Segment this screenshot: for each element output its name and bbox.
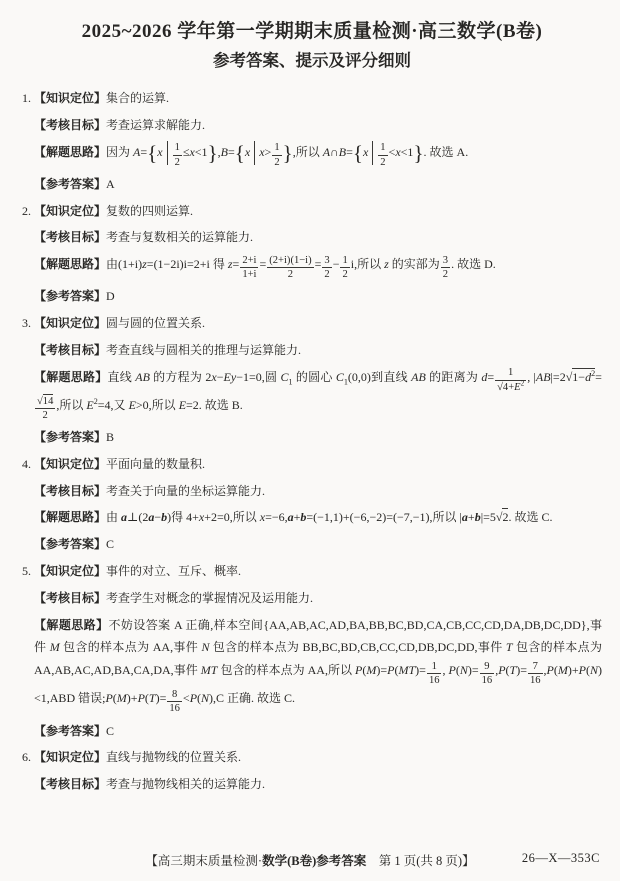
- section-text: C: [106, 537, 115, 552]
- question-3-reference-answer: [34, 426, 602, 449]
- section-text: 直线 AB 的方程为 2x−Ey−1=0,圆 $C_1$ 的圆心 $C_1(0,0)$到直线 AB 的距离为 d= $\frac{1}{√4+E^2}$ , $|AB|=2√1-d^2=$ $\frac{√14}{2}$ ,所以 $E^2=4$,又 E>0,所以 E=2. 故选 B.: [37, 367, 602, 421]
- footer-caption: 【高三期末质量检测·数学(B卷)参考答案 第 1 页(共 8 页)】: [145, 854, 475, 868]
- question-2-assessment-target: [34, 226, 602, 249]
- section-text: D: [106, 289, 115, 304]
- section-tag: 【知识定位】: [34, 750, 107, 765]
- section-text: B: [106, 430, 115, 445]
- section-text: 平面向量的数量积.: [106, 456, 206, 471]
- question-5-assessment-target: [34, 587, 602, 610]
- section-text: 事件的对立、互斥、概率.: [106, 564, 242, 579]
- section-text: 考查与抛物线相关的运算能力.: [106, 777, 266, 792]
- question-5-reference-answer: [34, 720, 602, 743]
- section-tag: 【参考答案】: [34, 537, 107, 552]
- section-tag: 【参考答案】: [34, 289, 107, 304]
- question-3-assessment-target: [34, 339, 602, 362]
- section-tag: 【解题思路】: [34, 617, 109, 632]
- section-tag: 【考核目标】: [34, 230, 107, 245]
- question-number: 1.: [22, 91, 31, 105]
- section-tag: 【参考答案】: [34, 723, 107, 738]
- section-tag: 【知识定位】: [34, 91, 107, 105]
- section-text: 考查学生对概念的掌握情况及运用能力.: [106, 590, 314, 605]
- section-tag: 【考核目标】: [34, 590, 107, 605]
- section-tag: 【解题思路】: [34, 510, 107, 525]
- question-number: 5.: [22, 564, 31, 579]
- section-tag: 【考核目标】: [34, 117, 107, 132]
- section-text: 考查关于向量的坐标运算能力.: [106, 483, 266, 498]
- section-tag: 【考核目标】: [34, 777, 107, 792]
- section-text: 不妨设答案 A 正确,样本空间{AA,AB,AC,AD,BA,BB,BC,BD,CA,CB,CC,CD,DA,DB,DC,DD},事件 M 包含的样本点为 AA,事件 N 包含的样本点为 BB,BC,BD,CB,CC,CD,DB,DC,DD,事件 T 包含的样本点为 AA,AB,AC,AD,BA,CA,DA,事件 MT 包含的样本点为 AA,所以 P(M)=P(MT)= $\frac{1}{16}$ , P(N)= $\frac{9}{16}$ ,P(T)= $\frac{7}{16}$ ,P(M)+P(N)<1,ABD 错误;P(M)+P(T)= $\frac{8}{16}$ <P(N),C 正确. 故选 C.: [34, 617, 602, 715]
- question-4-solution-approach: [34, 506, 602, 529]
- section-text: 复数的四则运算.: [106, 203, 194, 218]
- question-number: 3.: [22, 316, 31, 331]
- question-1-assessment-target: [34, 114, 602, 137]
- question-3-solution-approach: [34, 366, 602, 422]
- question-6-assessment-target: [34, 773, 602, 796]
- section-tag: 【解题思路】: [34, 257, 107, 272]
- question-4-assessment-target: [34, 480, 602, 503]
- question-2-reference-answer: [34, 285, 602, 308]
- section-text: 考查直线与圆相关的推理与运算能力.: [106, 342, 302, 357]
- questions-container: [22, 87, 602, 796]
- question-5-solution-approach: [34, 614, 602, 716]
- section-text: A: [106, 176, 115, 191]
- section-text: 由(1+i)z=(1−2i)i=2+i 得 z= $\frac{2+i}{1+i}$ = $\frac{(2+i)(1-i)}{2}$ = $\frac{3}{2}$ − $\frac{1}{2}$ i,所以 z 的实部为 $\frac{3}{2}$ . 故选 D.: [106, 254, 496, 281]
- question-1-reference-answer: [34, 173, 602, 196]
- section-text: 直线与抛物线的位置关系.: [106, 750, 242, 765]
- section-tag: 【考核目标】: [34, 483, 107, 498]
- section-tag: 【参考答案】: [34, 430, 107, 445]
- footer-exam-code: 26—X—353C: [521, 851, 600, 865]
- question-1-knowledge-positioning: [22, 87, 602, 110]
- section-text: 由 a⊥(2a−b)得 4+x+2=0,所以 x=−6,a+b=(−1,1)+(−6,−2)=(−7,−1),所以 |a+b|=5√2. 故选 C.: [106, 510, 553, 525]
- question-4-reference-answer: [34, 533, 602, 556]
- section-text: 圆与圆的位置关系.: [106, 316, 206, 331]
- section-tag: 【考核目标】: [34, 342, 107, 357]
- section-tag: 【参考答案】: [34, 176, 107, 191]
- question-3-knowledge-positioning: [22, 312, 602, 335]
- question-2-knowledge-positioning: [22, 200, 602, 223]
- section-tag: 【知识定位】: [34, 564, 107, 579]
- page-subtitle: 参考答案、提示及评分细则: [213, 51, 411, 70]
- question-4-knowledge-positioning: [22, 453, 602, 476]
- question-1-solution-approach: [34, 141, 602, 169]
- section-text: 因为 A={x $\frac{1}{2}$ ≤x<1},B={x x> $\frac{1}{2}$ },所以 A∩B={x $\frac{1}{2}$ <x<1}. 故选 A.: [106, 140, 469, 168]
- page-footer: [0, 851, 620, 869]
- section-tag: 【解题思路】: [34, 144, 107, 159]
- section-tag: 【知识定位】: [34, 203, 107, 218]
- question-number: 4.: [22, 456, 31, 471]
- section-tag: 【知识定位】: [34, 456, 107, 471]
- question-number: 6.: [22, 750, 31, 765]
- section-text: 考查运算求解能力.: [106, 117, 206, 132]
- question-2-solution-approach: [34, 253, 602, 281]
- section-text: 集合的运算.: [106, 91, 170, 105]
- question-6-knowledge-positioning: [22, 746, 602, 769]
- question-number: 2.: [22, 203, 31, 218]
- section-tag: 【解题思路】: [34, 369, 108, 384]
- section-tag: 【知识定位】: [34, 316, 107, 331]
- section-text: C: [106, 723, 115, 738]
- question-5-knowledge-positioning: [22, 560, 602, 583]
- section-text: 考查与复数相关的运算能力.: [106, 230, 254, 245]
- page-title: 2025~2026 学年第一学期期末质量检测·高三数学(B卷): [81, 21, 543, 42]
